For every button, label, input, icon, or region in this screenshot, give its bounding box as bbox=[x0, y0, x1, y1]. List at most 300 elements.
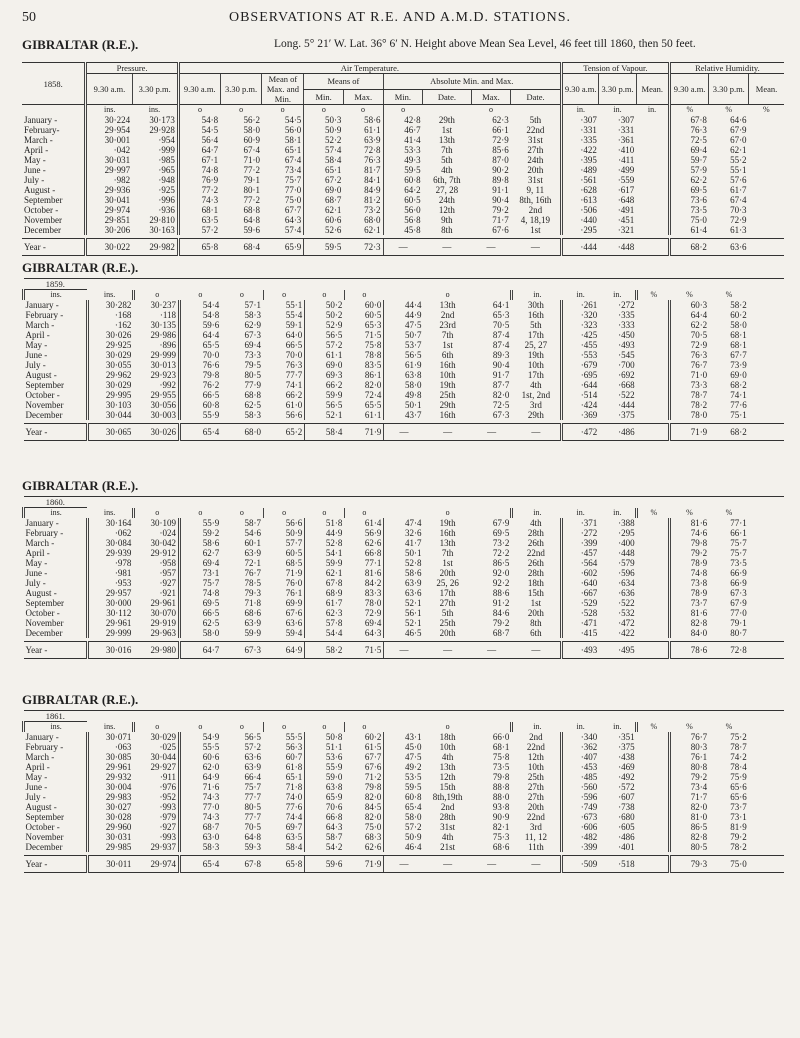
table-row bbox=[24, 772, 785, 782]
data-cell: 64·3 bbox=[364, 628, 382, 638]
data-cell: 71·8 bbox=[285, 782, 303, 792]
data-cell: 43·1 bbox=[384, 732, 424, 742]
data-cell: 61·7 bbox=[730, 185, 747, 195]
data-cell: ·448 bbox=[618, 548, 635, 558]
year-label: 1858. bbox=[22, 63, 86, 105]
data-cell: 91·2 bbox=[492, 598, 510, 608]
data-cell: 74·6 bbox=[670, 528, 710, 538]
data-cell: ·482 bbox=[562, 832, 599, 842]
unit-label bbox=[384, 290, 424, 301]
data-cell: 75·3 bbox=[492, 832, 510, 842]
data-cell: 88·0 bbox=[492, 792, 510, 802]
data-cell: 41·4 bbox=[383, 135, 423, 145]
data-cell: 60·5 bbox=[383, 195, 423, 205]
total-cell: 30·011 bbox=[87, 856, 133, 873]
data-cell: ·489 bbox=[561, 165, 598, 175]
data-cell bbox=[637, 762, 670, 772]
data-cell: ·927 bbox=[159, 822, 177, 832]
data-cell bbox=[749, 782, 784, 792]
unit-label: in. bbox=[576, 721, 585, 731]
data-cell: 69·5 bbox=[669, 185, 709, 195]
data-cell: 74·8 bbox=[180, 588, 222, 598]
data-cell: 29·939 bbox=[87, 548, 133, 558]
data-cell: 62·3 bbox=[305, 608, 345, 618]
data-cell bbox=[749, 742, 784, 752]
data-cell: 57·4 bbox=[284, 225, 302, 235]
table-row bbox=[22, 155, 784, 165]
data-cell: 30·206 bbox=[86, 225, 132, 235]
data-cell: 29·923 bbox=[150, 370, 177, 380]
total-cell: 65·8 bbox=[263, 856, 305, 873]
unit-label: ins. bbox=[103, 289, 116, 299]
data-cell: 52·9 bbox=[305, 320, 345, 330]
data-cell bbox=[637, 812, 670, 822]
data-cell: 31st bbox=[440, 822, 456, 832]
data-cell bbox=[749, 548, 784, 558]
data-cell bbox=[749, 762, 784, 772]
total-cell: 29·974 bbox=[133, 856, 179, 873]
data-cell: 77·0 bbox=[284, 185, 302, 195]
table-row bbox=[24, 842, 785, 852]
data-cell: 10th bbox=[527, 762, 544, 772]
data-cell: 79·8 bbox=[670, 538, 710, 548]
table-row bbox=[24, 782, 785, 792]
data-cell: 50·8 bbox=[305, 732, 345, 742]
total-cell: 65·9 bbox=[262, 239, 304, 256]
header-air-temp: Air Temperature. bbox=[178, 63, 561, 74]
header-330: 3.30 p.m. bbox=[132, 74, 178, 105]
data-cell bbox=[749, 125, 784, 135]
data-cell: ·925 bbox=[158, 185, 175, 195]
data-cell: 20th bbox=[527, 802, 544, 812]
data-cell: 30·163 bbox=[149, 225, 175, 235]
data-cell: 62·5 bbox=[180, 618, 222, 628]
data-cell bbox=[749, 225, 784, 235]
year-total-row bbox=[24, 424, 785, 441]
table-row bbox=[22, 195, 784, 205]
data-cell: 84·2 bbox=[364, 578, 382, 588]
total-cell: 79·3 bbox=[670, 856, 710, 873]
data-cell: 59·9 bbox=[305, 390, 345, 400]
data-cell: 70·5 bbox=[492, 320, 510, 330]
data-cell bbox=[749, 205, 784, 215]
data-cell: 42·8 bbox=[383, 115, 423, 125]
data-cell bbox=[637, 628, 670, 638]
data-cell: 22nd bbox=[526, 742, 545, 752]
data-cell: ·606 bbox=[562, 822, 599, 832]
unit-label: o bbox=[239, 507, 244, 517]
unit-label bbox=[423, 105, 471, 116]
data-cell: 52·1 bbox=[384, 598, 424, 608]
data-cell: 54·4 bbox=[305, 628, 345, 638]
header-vapour: Tension of Vapour. bbox=[561, 63, 669, 74]
data-cell: 80·8 bbox=[670, 762, 710, 772]
unit-label bbox=[472, 290, 512, 301]
data-cell: 75·0 bbox=[284, 195, 302, 205]
total-cell: 71·9 bbox=[670, 424, 710, 441]
data-cell: 67·9 bbox=[730, 598, 747, 608]
data-cell: 79·8 bbox=[492, 772, 510, 782]
data-cell: 54·8 bbox=[178, 115, 220, 125]
unit-label: o bbox=[322, 507, 327, 517]
data-cell: ·529 bbox=[562, 598, 599, 608]
data-cell bbox=[749, 628, 784, 638]
month-label: July - bbox=[25, 578, 46, 588]
data-cell: 54·9 bbox=[180, 732, 222, 742]
data-cell: 80·5 bbox=[670, 842, 710, 852]
month-label: February - bbox=[25, 742, 64, 752]
data-cell: ·978 bbox=[87, 558, 133, 568]
data-cell: 83·5 bbox=[364, 360, 382, 370]
data-cell: 76·3 bbox=[364, 155, 381, 165]
data-cell: 65·1 bbox=[285, 772, 303, 782]
data-cell: 69·9 bbox=[285, 598, 303, 608]
data-cell: ·261 bbox=[562, 300, 599, 310]
data-cell: 80·1 bbox=[243, 185, 260, 195]
data-cell: 82·0 bbox=[364, 380, 382, 390]
data-cell: 63·6 bbox=[285, 618, 303, 628]
data-cell: 29·961 bbox=[150, 598, 177, 608]
unit-label: o bbox=[178, 105, 220, 116]
data-cell: 6th, 7th bbox=[433, 175, 461, 185]
data-cell bbox=[637, 410, 670, 420]
total-cell bbox=[749, 642, 784, 659]
data-cell: 65·3 bbox=[492, 310, 510, 320]
data-cell: 66·5 bbox=[180, 608, 222, 618]
data-cell: 77·0 bbox=[730, 608, 747, 618]
data-cell: 76·1 bbox=[670, 752, 710, 762]
data-cell: ·351 bbox=[618, 732, 635, 742]
data-cell: 77·0 bbox=[180, 802, 222, 812]
total-cell: 67·3 bbox=[221, 642, 263, 659]
table-row bbox=[24, 548, 785, 558]
data-cell: 64·7 bbox=[178, 145, 220, 155]
data-cell: ·118 bbox=[159, 310, 177, 320]
data-cell: 29·961 bbox=[87, 762, 133, 772]
unit-label: o bbox=[445, 289, 450, 299]
data-cell: 53·3 bbox=[383, 145, 423, 155]
data-cell: ·965 bbox=[158, 165, 175, 175]
station-subtitle: GIBRALTAR (R.E.). bbox=[22, 260, 139, 275]
data-cell: 61·5 bbox=[364, 742, 382, 752]
data-cell: 72·9 bbox=[670, 340, 710, 350]
month-label: June - bbox=[25, 568, 48, 578]
data-cell: 61·1 bbox=[364, 125, 381, 135]
header-min: Min. bbox=[304, 89, 344, 105]
data-cell: 60·2 bbox=[364, 732, 382, 742]
data-cell: ·371 bbox=[562, 518, 599, 528]
data-cell: 78·4 bbox=[730, 762, 747, 772]
data-cell: 54·6 bbox=[244, 528, 262, 538]
data-cell: 76·0 bbox=[285, 578, 303, 588]
data-cell: 30·029 bbox=[87, 380, 133, 390]
data-cell: 1st bbox=[530, 598, 542, 608]
data-cell: 59·1 bbox=[285, 320, 303, 330]
data-cell: 29·986 bbox=[150, 330, 177, 340]
data-cell: 82·8 bbox=[670, 832, 710, 842]
data-cell: 54·5 bbox=[284, 115, 302, 125]
data-cell: 68·6 bbox=[244, 608, 262, 618]
data-cell: ·331 bbox=[561, 125, 598, 135]
data-cell: 62·2 bbox=[669, 175, 709, 185]
total-cell: — bbox=[384, 856, 424, 873]
data-cell: 27th bbox=[439, 598, 456, 608]
data-cell: 44·9 bbox=[305, 528, 345, 538]
data-cell: 30·026 bbox=[87, 330, 133, 340]
total-cell: 58·4 bbox=[305, 424, 345, 441]
data-cell: 25th bbox=[439, 390, 456, 400]
data-cell: 58·0 bbox=[730, 320, 747, 330]
data-cell: 87·4 bbox=[492, 330, 510, 340]
data-cell: 74·8 bbox=[670, 568, 710, 578]
data-cell: 55·5 bbox=[180, 742, 222, 752]
data-cell: 63·9 bbox=[364, 135, 381, 145]
data-cell: 55·1 bbox=[730, 165, 747, 175]
data-cell bbox=[749, 558, 784, 568]
data-cell: 73·4 bbox=[284, 165, 302, 175]
data-cell: 80·7 bbox=[730, 628, 747, 638]
data-cell: 56·6 bbox=[285, 410, 303, 420]
total-cell: ·518 bbox=[599, 856, 636, 873]
data-cell: 78·0 bbox=[670, 410, 710, 420]
data-cell: 30·003 bbox=[150, 410, 177, 420]
data-cell: 56·0 bbox=[383, 205, 423, 215]
data-cell: ·952 bbox=[159, 792, 177, 802]
data-cell: 67·3 bbox=[244, 330, 262, 340]
data-cell: 64·6 bbox=[730, 115, 747, 125]
data-cell: 60·1 bbox=[244, 538, 262, 548]
data-cell: 49·2 bbox=[384, 762, 424, 772]
data-cell: ·451 bbox=[617, 215, 635, 225]
unit-label: o bbox=[133, 508, 179, 519]
data-cell: 30·173 bbox=[149, 115, 175, 125]
data-cell: ·425 bbox=[562, 330, 599, 340]
total-cell: 65·8 bbox=[178, 239, 220, 256]
data-cell: 68·1 bbox=[730, 330, 747, 340]
unit-label: o bbox=[304, 105, 344, 116]
data-cell: 59·0 bbox=[305, 772, 345, 782]
data-cell bbox=[749, 380, 784, 390]
data-cell: 29·974 bbox=[86, 205, 132, 215]
month-label: December bbox=[24, 225, 61, 235]
data-cell: 68·7 bbox=[180, 822, 222, 832]
data-cell: 30·029 bbox=[150, 732, 177, 742]
unit-label: % bbox=[725, 105, 733, 114]
data-cell: 60·5 bbox=[364, 310, 382, 320]
data-cell: 53·7 bbox=[384, 340, 424, 350]
data-cell: 74·8 bbox=[178, 165, 220, 175]
month-label: January - bbox=[25, 518, 59, 528]
data-cell: 30·282 bbox=[87, 300, 133, 310]
data-cell: 74·1 bbox=[730, 390, 747, 400]
data-cell: 71·7 bbox=[670, 792, 710, 802]
unit-label: in. bbox=[613, 721, 622, 731]
data-cell: 71·9 bbox=[285, 568, 303, 578]
data-cell: 29·997 bbox=[86, 165, 132, 175]
total-cell: 72·8 bbox=[709, 642, 749, 659]
data-cell bbox=[637, 608, 670, 618]
data-cell: 68·7 bbox=[304, 195, 344, 205]
data-cell: 4th bbox=[441, 165, 453, 175]
data-cell bbox=[636, 195, 669, 205]
table-row bbox=[24, 518, 785, 528]
data-cell: 46·7 bbox=[383, 125, 423, 135]
data-cell: 5th bbox=[441, 608, 454, 618]
data-cell: 52·2 bbox=[304, 135, 344, 145]
total-cell: ·509 bbox=[562, 856, 599, 873]
month-label: June - bbox=[25, 350, 48, 360]
data-cell bbox=[636, 135, 669, 145]
month-label: December bbox=[25, 842, 63, 852]
month-label: October - bbox=[25, 608, 60, 618]
data-cell: 65·6 bbox=[730, 792, 747, 802]
data-cell bbox=[637, 618, 670, 628]
data-cell: 58·6 bbox=[384, 568, 424, 578]
data-cell: 82·0 bbox=[670, 802, 710, 812]
data-cell: ·333 bbox=[618, 320, 635, 330]
data-cell: 28th bbox=[527, 528, 544, 538]
data-cell: 89·3 bbox=[492, 350, 510, 360]
data-cell: 45·0 bbox=[384, 742, 424, 752]
data-cell: 58·7 bbox=[244, 518, 262, 528]
table-row bbox=[24, 310, 785, 320]
table-row bbox=[22, 115, 784, 125]
data-cell bbox=[637, 742, 670, 752]
data-cell: ·522 bbox=[618, 598, 635, 608]
total-cell: 58·2 bbox=[305, 642, 345, 659]
data-cell: 56·5 bbox=[305, 330, 345, 340]
data-cell: 58·4 bbox=[304, 155, 344, 165]
total-cell: — bbox=[511, 239, 562, 256]
month-label: July - bbox=[24, 175, 45, 185]
data-cell: ·981 bbox=[87, 568, 133, 578]
data-cell: 69·0 bbox=[304, 185, 344, 195]
unit-label: o bbox=[133, 722, 179, 733]
station-subtitle: GIBRALTAR (R.E.). bbox=[22, 692, 139, 707]
data-cell: 67·6 bbox=[492, 225, 509, 235]
data-cell bbox=[637, 528, 670, 538]
data-cell: 25, 27 bbox=[524, 340, 548, 350]
data-cell: 79·3 bbox=[244, 588, 262, 598]
data-cell: 7th bbox=[441, 330, 454, 340]
data-cell: ·564 bbox=[562, 558, 599, 568]
data-cell: 78·2 bbox=[670, 400, 710, 410]
header-930: 9.30 a.m. bbox=[669, 74, 709, 105]
data-cell: ·024 bbox=[159, 528, 177, 538]
data-cell: 90·4 bbox=[492, 360, 510, 370]
data-cell: 30·001 bbox=[86, 135, 132, 145]
data-cell: ·335 bbox=[618, 310, 635, 320]
data-cell: ·596 bbox=[562, 792, 599, 802]
data-cell bbox=[749, 400, 784, 410]
data-cell: 58·4 bbox=[285, 842, 303, 852]
data-cell: 10th bbox=[439, 370, 456, 380]
data-cell: ·440 bbox=[561, 215, 598, 225]
data-cell: 75·2 bbox=[730, 732, 747, 742]
data-cell: 56·9 bbox=[364, 528, 382, 538]
data-cell: ·272 bbox=[562, 528, 599, 538]
data-cell: 30·084 bbox=[87, 538, 133, 548]
data-cell: 83·3 bbox=[364, 588, 382, 598]
data-cell: 73·2 bbox=[364, 205, 381, 215]
data-cell: 30·112 bbox=[87, 608, 133, 618]
data-cell: ·679 bbox=[562, 360, 599, 370]
unit-label: in. bbox=[561, 105, 598, 116]
table-row bbox=[22, 205, 784, 215]
unit-label: o bbox=[280, 105, 285, 114]
data-cell: 2nd bbox=[528, 205, 543, 215]
data-cell: 30·085 bbox=[87, 752, 133, 762]
data-cell: 81·7 bbox=[364, 165, 381, 175]
data-cell: ·667 bbox=[562, 588, 599, 598]
data-cell: 81·6 bbox=[670, 518, 710, 528]
year-total-label: Year - bbox=[22, 239, 86, 256]
data-cell: 50·9 bbox=[285, 528, 303, 538]
month-label: April - bbox=[25, 330, 50, 340]
data-cell bbox=[749, 195, 784, 205]
data-cell: ·457 bbox=[562, 548, 599, 558]
data-cell: ·062 bbox=[87, 528, 133, 538]
data-cell: 5th bbox=[530, 320, 542, 330]
data-cell: 29·983 bbox=[87, 792, 133, 802]
data-cell: 91·1 bbox=[492, 185, 509, 195]
data-cell: 59·4 bbox=[285, 628, 303, 638]
unit-label: in. bbox=[576, 289, 585, 299]
data-cell: 66·2 bbox=[285, 390, 303, 400]
data-cell: 59·9 bbox=[244, 628, 262, 638]
data-cell: 6th bbox=[530, 628, 542, 638]
data-cell: 78·5 bbox=[244, 578, 262, 588]
page-title: OBSERVATIONS AT R.E. AND A.M.D. STATIONS. bbox=[228, 10, 571, 25]
data-cell: 63·6 bbox=[244, 752, 262, 762]
data-cell: 30·044 bbox=[150, 752, 177, 762]
data-cell: 73·7 bbox=[670, 598, 710, 608]
month-label: March - bbox=[25, 752, 55, 762]
data-cell: 57·2 bbox=[178, 225, 220, 235]
unit-label bbox=[384, 508, 424, 519]
data-cell: 67·4 bbox=[284, 155, 302, 165]
data-cell bbox=[749, 538, 784, 548]
data-cell: 68·7 bbox=[492, 628, 510, 638]
data-cell: ·634 bbox=[618, 578, 635, 588]
unit-label: o bbox=[263, 508, 305, 519]
data-cell: 68·0 bbox=[364, 215, 381, 225]
data-cell: 29·919 bbox=[150, 618, 177, 628]
data-cell: 65·3 bbox=[364, 320, 382, 330]
year-total-row bbox=[22, 239, 784, 256]
unit-label: o bbox=[239, 105, 244, 114]
data-cell bbox=[637, 558, 670, 568]
data-cell: 70·5 bbox=[244, 822, 262, 832]
data-cell: 55·9 bbox=[305, 762, 345, 772]
total-cell: ·448 bbox=[599, 239, 636, 256]
data-cell: ·438 bbox=[618, 752, 635, 762]
table-row bbox=[22, 145, 784, 155]
data-cell: 55·9 bbox=[180, 410, 222, 420]
table-row bbox=[24, 628, 785, 638]
table-row bbox=[24, 792, 785, 802]
data-cell: ·648 bbox=[617, 195, 635, 205]
year-table-2 bbox=[22, 478, 784, 659]
data-cell: 79·2 bbox=[730, 832, 747, 842]
table-row bbox=[22, 215, 784, 225]
table-row bbox=[24, 300, 785, 310]
data-cell: 63·9 bbox=[244, 618, 262, 628]
month-label: April - bbox=[25, 548, 50, 558]
month-label: July - bbox=[25, 360, 46, 370]
unit-label bbox=[511, 105, 562, 116]
data-cell: 60·7 bbox=[285, 752, 303, 762]
